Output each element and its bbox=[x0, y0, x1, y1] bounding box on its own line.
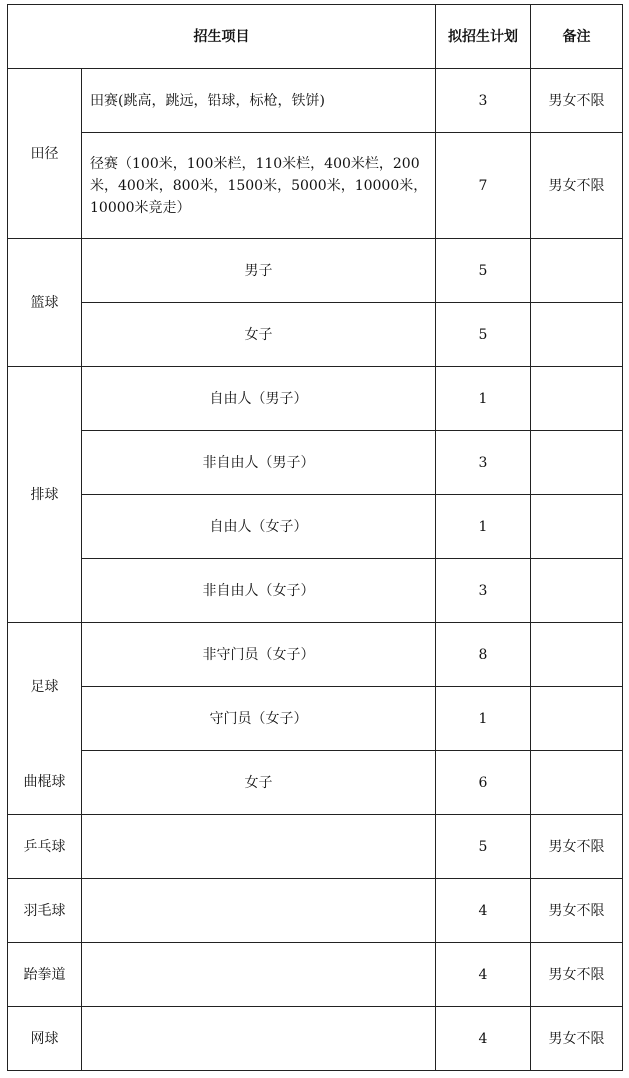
category-football: 足球 bbox=[30, 679, 59, 695]
item-volleyball-libero-women: 自由人（女子） bbox=[209, 518, 308, 535]
header-note: 备注 bbox=[562, 28, 591, 45]
note-badminton: 男女不限 bbox=[548, 902, 605, 919]
item-pingpong bbox=[82, 815, 435, 878]
item-taekwondo bbox=[82, 943, 435, 1006]
category-basketball: 篮球 bbox=[30, 294, 59, 311]
item-football-goalkeeper: 守门员（女子） bbox=[209, 710, 308, 727]
plan-basketball-men: 5 bbox=[478, 262, 488, 279]
item-basketball-women: 女子 bbox=[244, 326, 273, 343]
item-football-nongoalkeeper: 非守门员（女子） bbox=[202, 646, 315, 663]
plan-volleyball-libero-men: 1 bbox=[478, 390, 488, 407]
header-project: 招生项目 bbox=[193, 28, 250, 45]
note-tennis: 男女不限 bbox=[548, 1030, 605, 1047]
item-hockey-women: 女子 bbox=[244, 774, 273, 791]
note-taekwondo: 男女不限 bbox=[548, 966, 605, 983]
category-athletics: 田径 bbox=[30, 145, 59, 162]
plan-field-events: 3 bbox=[478, 92, 488, 109]
item-volleyball-libero-men: 自由人（男子） bbox=[209, 390, 308, 407]
item-badminton bbox=[82, 879, 435, 942]
plan-tennis: 4 bbox=[478, 1030, 488, 1047]
category-hockey: 曲棍球 bbox=[23, 774, 66, 790]
note-track-events: 男女不限 bbox=[548, 177, 605, 194]
plan-hockey-women: 6 bbox=[478, 774, 488, 791]
category-tennis: 网球 bbox=[30, 1030, 59, 1047]
category-volleyball: 排球 bbox=[30, 486, 59, 503]
item-volleyball-nonlibero-women: 非自由人（女子） bbox=[202, 582, 315, 599]
item-field-events: 田赛(跳高，跳远，铅球，标枪，铁饼) bbox=[90, 92, 325, 109]
plan-football-goalkeeper: 1 bbox=[478, 710, 488, 727]
plan-volleyball-nonlibero-men: 3 bbox=[478, 454, 488, 471]
item-basketball-men: 男子 bbox=[244, 262, 273, 279]
plan-volleyball-libero-women: 1 bbox=[478, 518, 488, 535]
plan-basketball-women: 5 bbox=[478, 326, 488, 343]
header-plan: 拟招生计划 bbox=[448, 28, 518, 45]
note-pingpong: 男女不限 bbox=[548, 838, 605, 855]
item-volleyball-nonlibero-men: 非自由人（男子） bbox=[202, 454, 315, 471]
plan-track-events: 7 bbox=[478, 177, 488, 194]
plan-volleyball-nonlibero-women: 3 bbox=[478, 582, 488, 599]
plan-football-nongoalkeeper: 8 bbox=[478, 646, 488, 663]
plan-pingpong: 5 bbox=[478, 838, 488, 855]
item-tennis bbox=[82, 1007, 435, 1070]
category-badminton: 羽毛球 bbox=[23, 902, 66, 919]
plan-taekwondo: 4 bbox=[478, 966, 488, 983]
item-track-events: 径赛（100米，100米栏，110米栏，400米栏，200米，400米，800米，1500米，5000米，10000米，10000米竞走） bbox=[90, 155, 428, 216]
category-pingpong: 乒乓球 bbox=[23, 838, 66, 855]
plan-badminton: 4 bbox=[478, 902, 488, 919]
note-field-events: 男女不限 bbox=[548, 92, 605, 109]
category-taekwondo: 跆拳道 bbox=[23, 966, 66, 983]
